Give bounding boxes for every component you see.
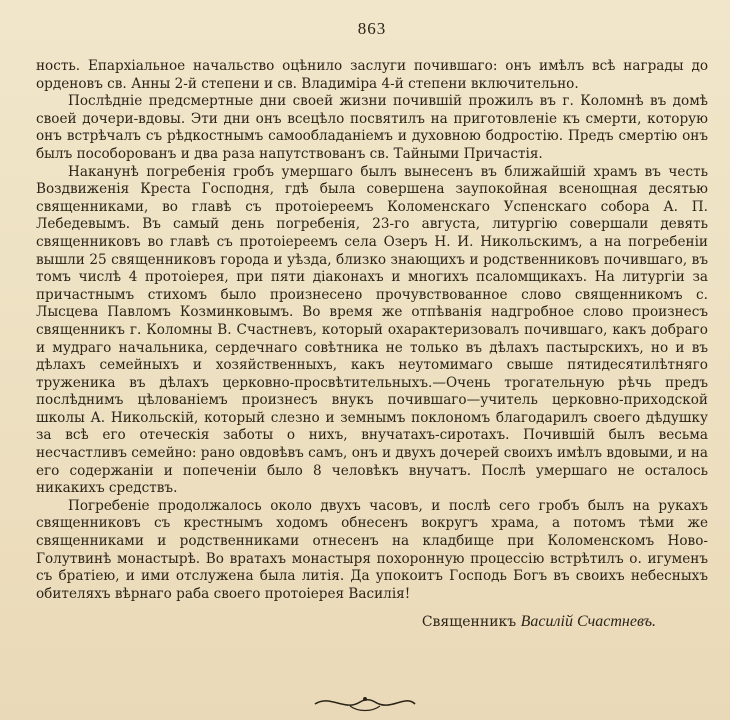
paragraph-funeral: Наканунѣ погребенiя гробъ умершаго былъ вынесенъ въ ближайшiй храмъ въ честь Воздвиженiя Креста Господня, гдѣ была совершена заупокойная всенощная десятью священниками, во главѣ съ протоiереемъ Коломенскаго Успенскаго собора А. П. Лебедевымъ. Въ самый день погребенiя, 23-го августа, литургiю совершали девять священниковъ во главѣ съ протоiереемъ села Озеръ Н. И. Никольскимъ, а на погребенiи вышли 25 священниковъ города и уѣзда, близко знающихъ и родственниковъ почившаго, въ томъ числѣ 4 протоiерея, при пяти дiаконахъ и многихъ псаломщикахъ. На литургiи за причастнымъ стихомъ было произнесено прочувствованное слово священникомъ с. Лысцева Павломъ Козминковымъ. Во время же отпѣванiя надгробное слово произнесъ священникъ г. Коломны В. Счастневъ, который охарактеризовалъ почившаго, какъ добраго и мудраго начальника, сердечнаго совѣтника не только въ дѣлахъ пастырскихъ, но и въ дѣлахъ семейныхъ и хозяйственныхъ, какъ неутомимаго свыше пятидесятилѣтняго труженика въ дѣлахъ церковно-просвѣтительныхъ.—Очень трогательную рѣчь предъ послѣднимъ цѣлованiемъ произнесъ внукъ почившаго—учитель церковно-приходской школы А. Никольскiй, который слезно и земнымъ поклономъ благодарилъ своего дѣдушку за всѣ его отеческiя заботы о нихъ, внучатахъ-сиротахъ. Почившiй былъ весьма несчастливъ семейно: рано овдовѣвъ самъ, онъ и двухъ дочерей своихъ имѣлъ вдовыми, и на его содержанiи и попеченiи было 8 человѣкъ внучатъ. Послѣ умершаго не осталось никакихъ средствъ. bbox=[36, 163, 708, 497]
signature-line bbox=[36, 613, 656, 631]
page-number: 863 bbox=[357, 19, 387, 38]
paragraph-continuation: ность. Епархiальное начальство оцѣнило заслуги почившаго: онъ имѣлъ всѣ награды до орденовъ св. Анны 2-й степени и св. Владимiра 4-й степени включительно. bbox=[36, 58, 708, 92]
ornament-flourish-icon bbox=[310, 690, 420, 714]
signature-name: Василiй Счастневъ. bbox=[520, 613, 656, 631]
paragraph-last-days: Послѣднiе предсмертные дни своей жизни почившiй прожилъ въ г. Коломнѣ въ домѣ своей дочери-вдовы. Эти дни онъ всецѣло посвятилъ на приготовленiе къ смерти, которую онъ встрѣчалъ съ рѣдкостнымъ самообладанiемъ и духовною бодростiю. Предъ смертiю онъ былъ пособорованъ и два раза напутствованъ св. Тайными Причастiя. bbox=[36, 93, 708, 162]
signature-title: Священникъ bbox=[421, 614, 517, 631]
article-body bbox=[36, 58, 708, 603]
paragraph-burial: Погребенiе продолжалось около двухъ часовъ, и послѣ сего гробъ былъ на рукахъ священниковъ съ крестнымъ ходомъ обнесенъ вокругъ храма, а потомъ тѣми же священниками и родственниками отнесенъ на кладбище при Коломенскомъ Ново-Голутвинѣ монастырѣ. Во вратахъ монастыря похоронную процессiю встрѣтилъ о. игуменъ съ братiею, и ими отслужена была литiя. Да упокоитъ Господь Богъ въ своихъ небесныхъ обителяхъ вѣрнаго раба своего протоiерея Василiя! bbox=[36, 497, 708, 602]
